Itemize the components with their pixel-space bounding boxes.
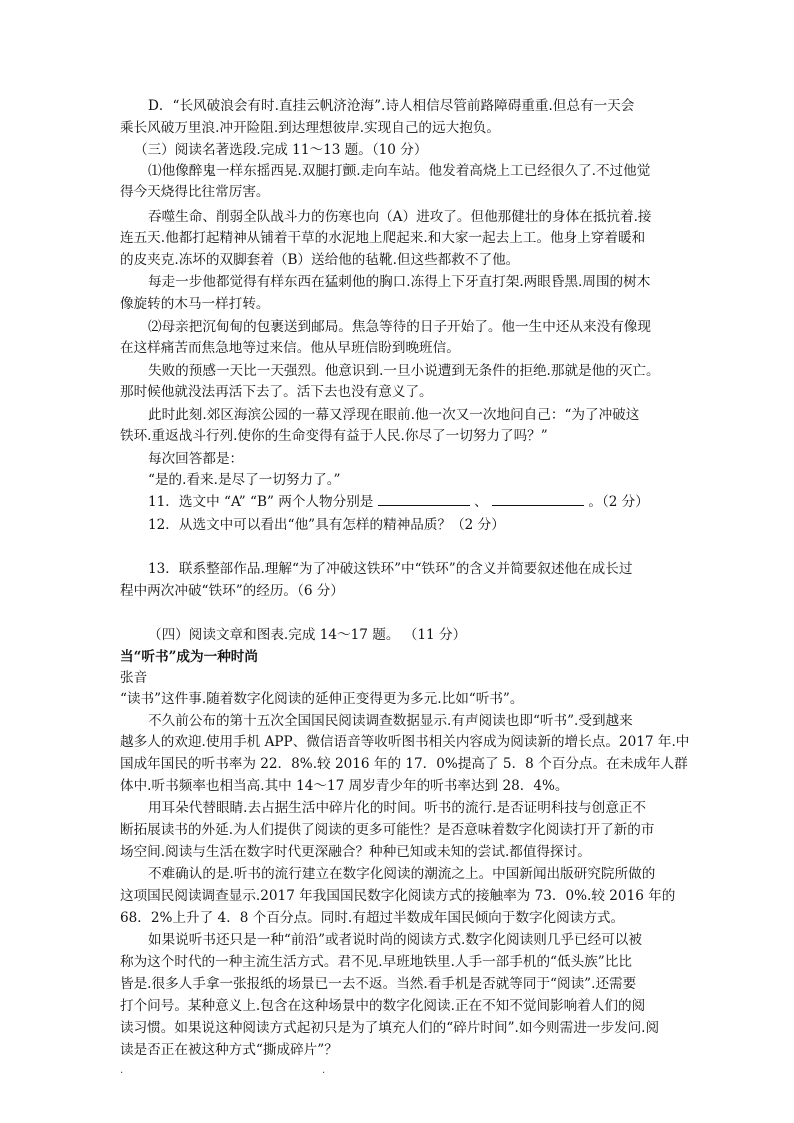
article-line: 读习惯。如果说这种阅读方式起初只是为了填充人们的“碎片时间”.如今则需进一步发问.阅 [120,1020,660,1036]
article-line: 皆是.很多人手拿一张报纸的场景已一去不返。当然.看手机是否就等同于“阅读”.还需要 [120,976,637,992]
article-line: 打个问号。某种意义上.包含在这种场景中的数字化阅读.正在不知不觉间影响着人们的阅 [120,998,646,1014]
passage-2-line: 那时候他就没法再活下去了。活下去也没有意义了。 [120,384,433,400]
article-line: 体中.听书频率也相当高.其中 14～17 周岁青少年的听书率达到 28．4%。 [120,778,569,794]
passage-2-line: 在这样痛苦而焦急地等过来信。他从早班信盼到晚班信。 [120,340,460,356]
article-line: 如果说听书还只是一种“前沿”或者说时尚的阅读方式.数字化阅读则几乎已经可以被 [148,932,642,948]
article-line: 不难确认的是.听书的流行建立在数字化阅读的潮流之上。中国新闻出版研究院所做的 [148,866,656,882]
option-d-line-1: D．“长风破浪会有时.直挂云帆济沧海”.诗人相信尽管前路障碍重重.但总有一天会 [148,98,635,114]
answer-blank-a[interactable] [378,493,470,506]
option-d-line-2: 乘长风破万里浪.冲开险阻.到达理想彼岸.实现自己的远大抱负。 [120,120,500,136]
passage-2-line: “是的.看来.是尽了一切努力了。” [148,472,341,488]
passage-1-line: ⑴他像醉鬼一样东摇西晃.双腿打颤.走向车站。他发着高烧上工已经很久了.不过他觉 [148,163,651,179]
article-line: 场空间.阅读与生活在数字时代更深融合？种种已知或未知的尝试.都值得探讨。 [120,844,591,860]
article-line: 这项国民阅读调查显示.2017 年我国国民数字化阅读方式的接触率为 73．0%.较 2016 年的 [120,888,676,904]
passage-1-line: 的皮夹克.冻坏的双脚套着（B）送给他的毡靴.但这些都救不了他。 [120,252,520,268]
passage-2-line: 失败的预感一天比一天强烈。他意识到.一旦小说遭到无条件的拒绝.那就是他的灭亡。 [148,363,660,379]
answer-blank-b[interactable] [492,493,584,506]
article-line: 越多人的欢迎.使用手机 APP、微信语音等收听图书相关内容成为阅读新的增长点。2017 年.中 [120,734,690,750]
article-line: 68．2%上升了 4．8 个百分点。同时.有超过半数成年国民倾向于数字化阅读方式。 [120,910,625,926]
passage-1-line: 连五天.他都打起精神从铺着干草的水泥地上爬起来.和大家一起去上工。他身上穿着暖和 [120,230,646,246]
passage-2-line: 每次回答都是： [148,451,244,467]
footer-dot: . [120,1065,124,1076]
article-line: 国成年国民的听书率为 22．8%.较 2016 年的 17．0%提高了 5．8 个百分点。在未成年人群 [120,756,688,772]
question-11-text: 11．选文中 “A” “B” 两个人物分别是 [148,494,374,510]
passage-1-line: 吞噬生命、削弱全队战斗力的伤寒也向（A）进攻了。但他那健壮的身体在抵抗着.接 [148,209,652,225]
passage-2-line: ⑵母亲把沉甸甸的包裹送到邮局。焦急等待的日子开始了。他一生中还从来没有像现 [148,319,651,335]
section-3-heading: （三）阅读名著选段.完成 11～13 题。（10 分） [134,142,428,158]
question-11-tail: 。（2 分） [588,494,649,510]
article-line: 读是否正在被这种方式“撕成碎片”？ [120,1042,338,1058]
question-13-line-1: 13．联系整部作品.理解“为了冲破这铁环”中“铁环”的含义并简要叙述他在成长过 [148,561,633,577]
question-13-line-2: 程中两次冲破“铁环”的经历。（6 分） [120,583,344,599]
passage-2-line: 此时此刻.郊区海滨公园的一幕又浮现在眼前.他一次又一次地问自己：“为了冲破这 [148,407,640,423]
passage-1-line: 每走一步他都觉得有样东西在猛刺他的胸口.冻得上下牙直打架.两眼昏黑.周围的树木 [148,274,651,290]
question-11 [148,492,649,512]
article-title: 当“听书”成为一种时尚 [120,649,258,665]
passage-2-line: 铁环.重返战斗行列.使你的生命变得有益于人民.你尽了一切努力了吗？” [120,428,548,444]
passage-1-line: 像旋转的木马一样打转。 [120,296,270,312]
article-line: “读书”这件事.随着数字化阅读的延伸正变得更为多元.比如“听书”。 [120,691,524,707]
article-line: 称为这个时代的一种主流生活方式。君不见.早班地铁里.人手一部手机的“低头族”比比 [120,954,632,970]
question-12: 12．从选文中可以看出“他”具有怎样的精神品质？（2 分） [148,517,505,533]
article-line: 断拓展读书的外延.为人们提供了阅读的更多可能性？是否意味着数字化阅读打开了新的市 [120,822,655,838]
article-line: 不久前公布的第十五次全国国民阅读调查数据显示.有声阅读也即“听书”.受到越来 [148,713,633,729]
article-author: 张音 [120,670,148,686]
section-4-heading: （四）阅读文章和图表.完成 14～17 题。 （11 分） [148,627,467,643]
article-line: 用耳朵代替眼睛.去占据生活中碎片化的时间。听书的流行.是否证明科技与创意正不 [148,800,647,816]
footer-dot: . [322,1065,326,1076]
passage-1-line: 得今天烧得比往常厉害。 [120,184,270,200]
question-11-sep: 、 [474,494,488,510]
